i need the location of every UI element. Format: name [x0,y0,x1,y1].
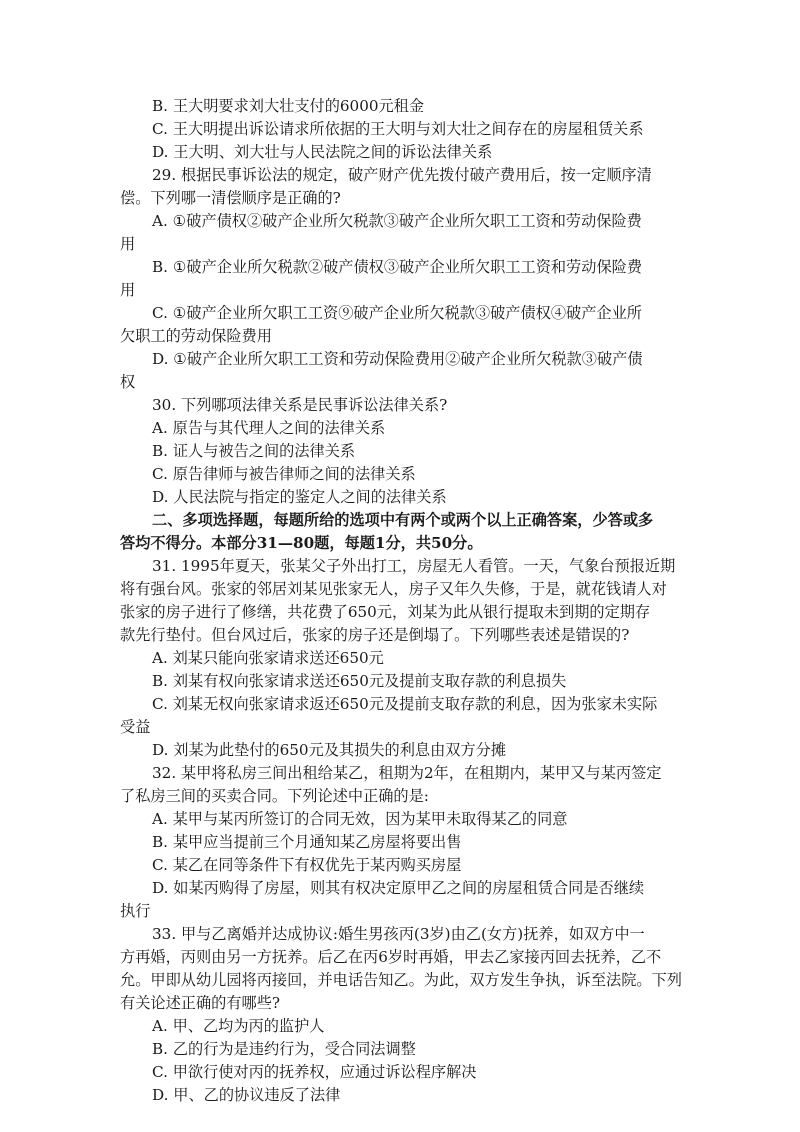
text-line: C. 刘某无权向张家请求返还650元及提前支取存款的利息，因为张家未实际 [152,695,658,713]
text-line: 二、多项选择题，每题所给的选项中有两个或两个以上正确答案，少答或多 [152,511,654,529]
text-line: B. 某甲应当提前三个月通知某乙房屋将要出售 [152,833,462,851]
text-line: 有关论述正确的有哪些? [120,994,281,1012]
text-line: A. 刘某只能向张家请求送还650元 [152,649,384,667]
text-line: 执行 [120,902,151,920]
text-line: 32. 某甲将私房三间出租给某乙，租期为2年，在租期内，某甲又与某丙签定 [152,764,662,782]
text-line: 用 [120,281,136,299]
text-line: 款先行垫付。但台风过后，张家的房子还是倒塌了。下列哪些表述是错误的? [120,626,630,644]
text-line: D. 王大明、刘大壮与人民法院之间的诉讼法律关系 [152,143,493,161]
text-line: A. ①破产债权②破产企业所欠税款③破产企业所欠职工工资和劳动保险费 [152,212,642,230]
text-line: C. 甲欲行使对丙的抚养权，应通过诉讼程序解决 [152,1063,477,1081]
text-line: A. 原告与其代理人之间的法律关系 [152,419,386,437]
text-line: C. 某乙在同等条件下有权优先于某丙购买房屋 [152,856,462,874]
text-line: B. 刘某有权向张家请求送还650元及提前支取存款的利息损失 [152,672,567,690]
text-line: 31. 1995年夏天，张某父子外出打工，房屋无人看管。一天，气象台预报近期 [152,557,676,575]
text-line: 了私房三间的买卖合同。下列论述中正确的是: [120,787,429,805]
text-line: A. 甲、乙均为丙的监护人 [152,1017,325,1035]
text-line: 用 [120,235,136,253]
text-line: 受益 [120,718,151,736]
text-line: 答均不得分。本部分31—80题，每题1分，共50分。 [120,534,483,552]
text-line: C. ①破产企业所欠职工工资⑨破产企业所欠税款③破产债权④破产企业所 [152,304,642,322]
text-line: D. 人民法院与指定的鉴定人之间的法律关系 [152,488,447,506]
text-line: B. ①破产企业所欠税款②破产债权③破产企业所欠职工工资和劳动保险费 [152,258,643,276]
text-line: A. 某甲与某丙所签订的合同无效，因为某甲未取得某乙的同意 [152,810,568,828]
text-line: C. 原告律师与被告律师之间的法律关系 [152,465,416,483]
text-line: C. 王大明提出诉讼请求所依据的王大明与刘大壮之间存在的房屋租赁关系 [152,120,644,138]
text-line: 将有强台风。张家的邻居刘某见张家无人，房子又年久失修，于是，就花钱请人对 [120,580,667,598]
text-line: B. 证人与被告之间的法律关系 [152,442,356,460]
text-line: B. 王大明要求刘大壮支付的6000元租金 [152,97,425,115]
text-line: D. 如某丙购得了房屋，则其有权决定原甲乙之间的房屋租赁合同是否继续 [152,879,645,897]
text-line: B. 乙的行为是违约行为，受合同法调整 [152,1040,416,1058]
text-line: 张家的房子进行了修缮，共花费了650元，刘某为此从银行提取未到期的定期存 [120,603,651,621]
text-line: D. ①破产企业所欠职工工资和劳动保险费用②破产企业所欠税款③破产债 [152,350,643,368]
text-line: D. 刘某为此垫付的650元及其损失的利息由双方分摊 [152,741,507,759]
text-line: 允。甲即从幼儿园将丙接回，并电话告知乙。为此，双方发生争执，诉至法院。下列 [120,971,682,989]
text-line: D. 甲、乙的协议违反了法律 [152,1086,341,1104]
text-line: 权 [120,373,136,391]
document-page [120,95,685,1107]
text-line: 33. 甲与乙离婚并达成协议:婚生男孩丙(3岁)由乙(女方)抚养，如双方中一 [152,925,645,943]
text-line: 方再婚，丙则由另一方抚养。后乙在丙6岁时再婚，甲去乙家接丙回去抚养，乙不 [120,948,662,966]
text-line: 欠职工的劳动保险费用 [120,327,272,345]
text-line: 偿。下列哪一清偿顺序是正确的? [120,189,341,207]
text-line: 30. 下列哪项法律关系是民事诉讼法律关系? [152,396,448,414]
text-line: 29. 根据民事诉讼法的规定，破产财产优先拨付破产费用后，按一定顺序清 [152,166,652,184]
